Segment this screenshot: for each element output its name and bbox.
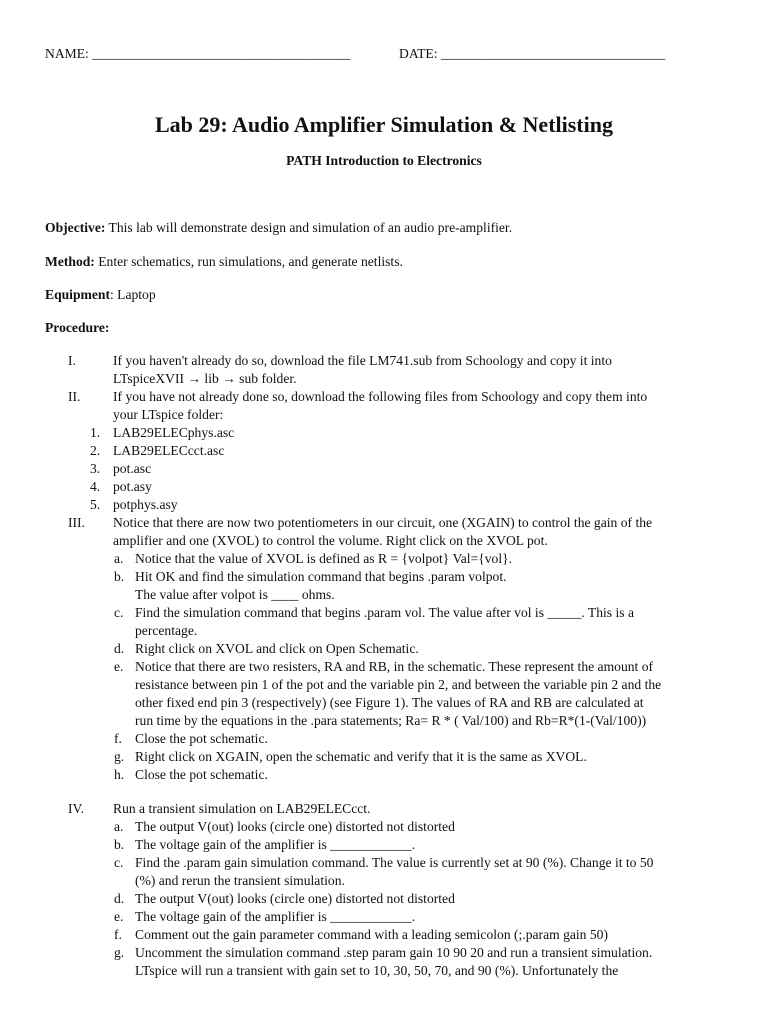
list-item-letter: g.	[114, 945, 125, 960]
list-item-letter: g.	[114, 749, 125, 764]
list-item: Comment out the gain parameter command with a leading semicolon (;.param gain 50)	[135, 927, 609, 942]
equipment-label: Equipment	[45, 287, 110, 302]
list-item-letter: f.	[114, 731, 122, 746]
step-text: amplifier and one (XVOL) to control the volume. Right click on the XVOL pot.	[113, 533, 548, 548]
list-item-letter: b.	[114, 569, 125, 584]
list-item: Notice that the value of XVOL is defined as R = {volpot} Val={vol}.	[135, 551, 513, 566]
step-text: Run a transient simulation on LAB29ELECcct.	[113, 801, 371, 816]
list-item: The voltage gain of the amplifier is ____________.	[135, 837, 416, 852]
list-item: LTspice will run a transient with gain set to 10, 30, 50, 70, and 90 (%). Unfortunately the	[135, 963, 619, 978]
list-item-number: 5.	[90, 497, 101, 512]
list-item: LAB29ELECcct.asc	[113, 443, 225, 458]
page-title: Lab 29: Audio Amplifier Simulation & Netlisting	[155, 112, 613, 137]
list-item: The output V(out) looks (circle one) distorted not distorted	[135, 819, 455, 834]
list-item: percentage.	[135, 623, 198, 638]
list-item: The output V(out) looks (circle one) distorted not distorted	[135, 891, 455, 906]
list-item: run time by the equations in the .para statements; Ra= R * ( Val/100) and Rb=R*(1-(Val/100))	[135, 713, 647, 728]
step-number: IV.	[68, 801, 84, 816]
list-item-letter: e.	[114, 909, 124, 924]
list-item-letter: d.	[114, 891, 125, 906]
list-item: other fixed end pin 3 (respectively) (see Figure 1). The values of RA and RB are calculated at	[135, 695, 644, 710]
step-number: I.	[68, 353, 76, 368]
objective-line	[45, 220, 512, 236]
date-field-label: DATE: _________________________________	[399, 46, 666, 61]
method-label: Method:	[45, 254, 95, 269]
objective-text: This lab will demonstrate design and simulation of an audio pre-amplifier.	[105, 220, 513, 235]
objective-label: Objective:	[45, 220, 106, 235]
list-item: The voltage gain of the amplifier is ____________.	[135, 909, 416, 924]
list-item: Uncomment the simulation command .step param gain 10 90 20 and run a transient simulation.	[135, 945, 653, 960]
list-item: (%) and rerun the transient simulation.	[135, 873, 345, 888]
step-text: LTspiceXVII → lib → sub folder.	[113, 371, 297, 386]
method-line	[45, 254, 403, 270]
list-item: The value after volpot is ____ ohms.	[135, 587, 335, 602]
list-item: Close the pot schematic.	[135, 767, 268, 782]
method-text: Enter schematics, run simulations, and generate netlists.	[94, 254, 403, 269]
list-item: Right click on XGAIN, open the schematic and verify that it is the same as XVOL.	[135, 749, 587, 764]
list-item: Close the pot schematic.	[135, 731, 268, 746]
list-item-letter: a.	[114, 819, 124, 834]
list-item: Hit OK and find the simulation command that begins .param volpot.	[135, 569, 507, 584]
list-item-letter: c.	[114, 855, 124, 870]
equipment-text: : Laptop	[109, 287, 156, 302]
list-item: Find the .param gain simulation command. The value is currently set at 90 (%). Change it to 50	[135, 855, 654, 870]
list-item: LAB29ELECphys.asc	[113, 425, 235, 440]
list-item-letter: b.	[114, 837, 125, 852]
list-item: potphys.asy	[113, 497, 178, 512]
list-item-letter: d.	[114, 641, 125, 656]
list-item: resistance between pin 1 of the pot and the variable pin 2, and between the variable pin 2 and the	[135, 677, 662, 692]
list-item: Right click on XVOL and click on Open Schematic.	[135, 641, 419, 656]
list-item-letter: a.	[114, 551, 124, 566]
procedure-heading: Procedure:	[45, 320, 110, 335]
step-number: II.	[68, 389, 81, 404]
name-field-label: NAME: ______________________________________	[45, 46, 351, 61]
step-text: Notice that there are now two potentiometers in our circuit, one (XGAIN) to control the gain of the	[113, 515, 653, 530]
list-item: pot.asy	[113, 479, 152, 494]
list-item-letter: f.	[114, 927, 122, 942]
list-item-letter: c.	[114, 605, 124, 620]
step-text: If you haven't already do so, download the file LM741.sub from Schoology and copy it into	[113, 353, 612, 368]
step-number: III.	[68, 515, 85, 530]
list-item: Notice that there are two resisters, RA and RB, in the schematic. These represent the amount of	[135, 659, 654, 674]
step-text: If you have not already done so, download the following files from Schoology and copy them into	[113, 389, 648, 404]
list-item: Find the simulation command that begins .param vol. The value after vol is _____. This is a	[135, 605, 634, 620]
list-item-number: 4.	[90, 479, 101, 494]
list-item: pot.asc	[113, 461, 152, 476]
page-subtitle: PATH Introduction to Electronics	[286, 153, 482, 168]
list-item-number: 1.	[90, 425, 101, 440]
list-item-letter: e.	[114, 659, 124, 674]
list-item-letter: h.	[114, 767, 125, 782]
step-text: your LTspice folder:	[113, 407, 224, 422]
list-item-number: 3.	[90, 461, 101, 476]
equipment-line	[45, 287, 156, 303]
list-item-number: 2.	[90, 443, 101, 458]
